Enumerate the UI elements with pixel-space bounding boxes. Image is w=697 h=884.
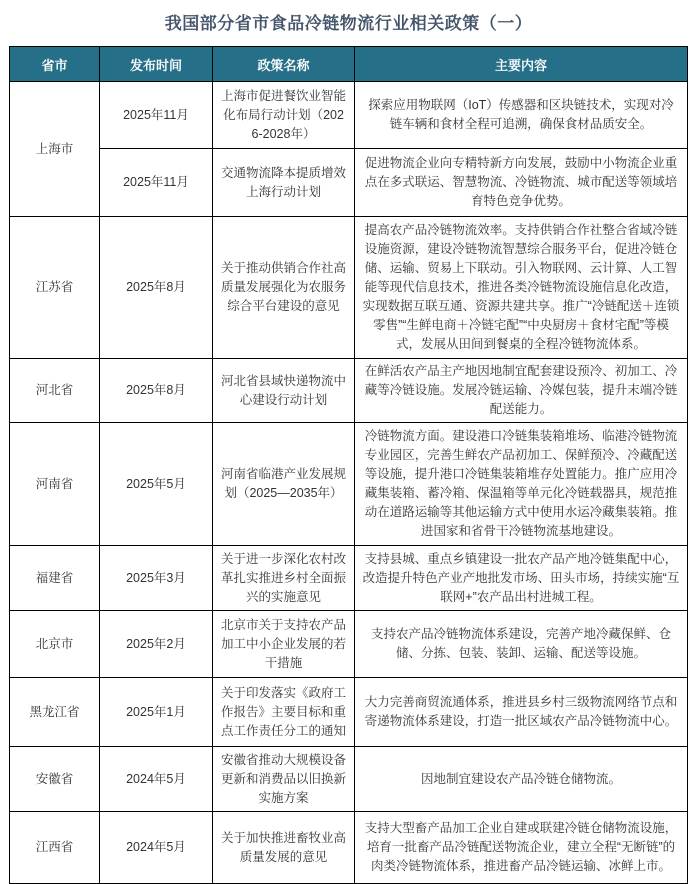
column-header-province: 省市	[10, 47, 100, 82]
policy-name-cell: 关于进一步深化农村改革扎实推进乡村全面振兴的实施意见	[213, 546, 355, 611]
content-cell: 在鲜活农产品主产地因地制宜配套建设预冷、初加工、冷藏等冷链设施。发展冷链运输、冷媒包装，提升末端冷链配送能力。	[355, 359, 688, 423]
date-cell: 2025年11月	[100, 82, 213, 149]
policy-name-cell: 关于加快推进畜牧业高质量发展的意见	[213, 812, 355, 884]
date-cell: 2025年11月	[100, 149, 213, 217]
table-row	[10, 678, 688, 747]
table-row	[10, 747, 688, 812]
content-cell: 探索应用物联网（IoT）传感器和区块链技术，实现对冷链车辆和食材全程可追溯，确保食材品质安全。	[355, 82, 688, 149]
content-cell: 支持农产品冷链物流体系建设，完善产地冷藏保鲜、仓储、分拣、包装、装卸、运输、配送等设施。	[355, 611, 688, 678]
policy-name-cell: 安徽省推动大规模设备更新和消费品以旧换新实施方案	[213, 747, 355, 812]
date-cell: 2025年1月	[100, 678, 213, 747]
policy-name-cell: 关于推动供销合作社高质量发展强化为农服务综合平台建设的意见	[213, 217, 355, 359]
table-row	[10, 423, 688, 546]
province-cell: 北京市	[10, 611, 100, 678]
table-row	[10, 82, 688, 149]
column-header-policy: 政策名称	[213, 47, 355, 82]
content-cell: 冷链物流方面。建设港口冷链集装箱堆场、临港冷链物流专业园区，完善生鲜农产品初加工、保鲜预冷、冷藏配送等设施，提升港口冷链集装箱堆存处置能力。推广应用冷藏集装箱、蓄冷箱、保温箱等单元化冷链载器具，规范推动在道路运输等其他运输方式中使用水运冷藏集装箱。推进国家和省骨干冷链物流基地建设。	[355, 423, 688, 546]
table-row	[10, 812, 688, 884]
content-cell: 因地制宜建设农产品冷链仓储物流。	[355, 747, 688, 812]
content-cell: 支持县城、重点乡镇建设一批农产品产地冷链集配中心，改造提升特色产业产地批发市场、田头市场，持续实施“互联网+”农产品出村进城工程。	[355, 546, 688, 611]
province-cell: 福建省	[10, 546, 100, 611]
table-row	[10, 359, 688, 423]
policy-name-cell: 北京市关于支持农产品加工中小企业发展的若干措施	[213, 611, 355, 678]
content-cell: 提高农产品冷链物流效率。支持供销合作社整合省域冷链设施资源，建设冷链物流智慧综合服务平台，促进冷链仓储、运输、贸易上下联动。引入物联网、云计算、人工智能等现代信息技术，推进各类冷链物流设施信息化改造，实现数据互联互通、资源共建共享。推广“冷链配送＋连锁零售”“生鲜电商＋冷链宅配”“中央厨房＋食材宅配”等模式，发展从田间到餐桌的全程冷链物流体系。	[355, 217, 688, 359]
date-cell: 2025年2月	[100, 611, 213, 678]
province-cell: 河北省	[10, 359, 100, 423]
policy-name-cell: 交通物流降本提质增效上海行动计划	[213, 149, 355, 217]
policy-name-cell: 上海市促进餐饮业智能化布局行动计划（2026-2028年）	[213, 82, 355, 149]
content-cell: 促进物流企业向专精特新方向发展，鼓励中小物流企业重点在多式联运、智慧物流、冷链物流、城市配送等领域培育特色竞争优势。	[355, 149, 688, 217]
header-row	[10, 47, 688, 82]
province-cell: 河南省	[10, 423, 100, 546]
table-row	[10, 546, 688, 611]
province-cell: 江西省	[10, 812, 100, 884]
policy-name-cell: 关于印发落实《政府工作报告》主要目标和重点工作责任分工的通知	[213, 678, 355, 747]
table-row	[10, 217, 688, 359]
policy-name-cell: 河南省临港产业发展规划（2025—2035年）	[213, 423, 355, 546]
content-cell: 支持大型畜产品加工企业自建或联建冷链仓储物流设施，培育一批畜产品冷链配送物流企业，建立全程“无断链”的肉类冷链物流体系，推进畜产品冷链运输、冰鲜上市。	[355, 812, 688, 884]
table-row	[10, 149, 688, 217]
date-cell: 2024年5月	[100, 812, 213, 884]
date-cell: 2024年5月	[100, 747, 213, 812]
table-header	[10, 47, 688, 82]
date-cell: 2025年5月	[100, 423, 213, 546]
table-row	[10, 611, 688, 678]
policy-name-cell: 河北省县域快递物流中心建设行动计划	[213, 359, 355, 423]
date-cell: 2025年3月	[100, 546, 213, 611]
date-cell: 2025年8月	[100, 359, 213, 423]
province-cell: 江苏省	[10, 217, 100, 359]
province-cell: 安徽省	[10, 747, 100, 812]
column-header-content: 主要内容	[355, 47, 688, 82]
content-cell: 大力完善商贸流通体系，推进县乡村三级物流网络节点和寄递物流体系建设，打造一批区域农产品冷链物流中心。	[355, 678, 688, 747]
table-body	[10, 82, 688, 884]
date-cell: 2025年8月	[100, 217, 213, 359]
province-cell: 黑龙江省	[10, 678, 100, 747]
column-header-date: 发布时间	[100, 47, 213, 82]
policy-table	[9, 46, 688, 884]
province-cell: 上海市	[10, 82, 100, 217]
page-title: 我国部分省市食品冷链物流行业相关政策（一）	[164, 14, 533, 33]
